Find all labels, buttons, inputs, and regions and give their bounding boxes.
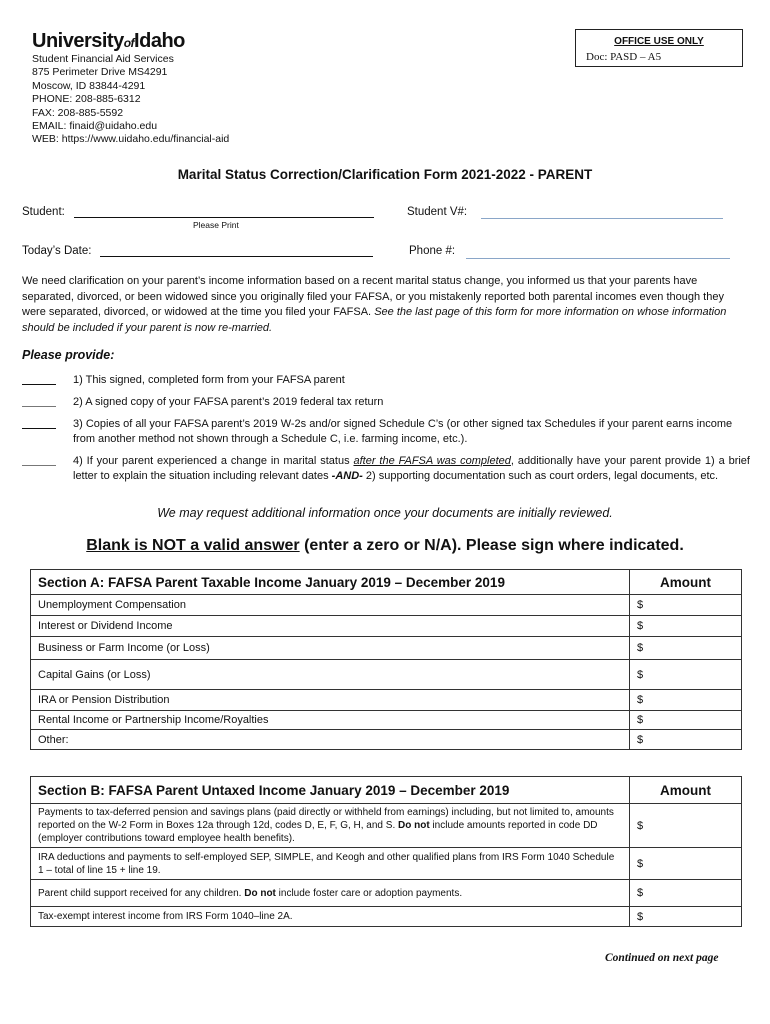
student-v-field[interactable] <box>481 218 723 219</box>
row-label <box>31 907 630 927</box>
amount-input[interactable]: $ <box>630 848 742 880</box>
row-label <box>31 848 630 880</box>
todays-date-field[interactable] <box>100 256 373 257</box>
amount-input[interactable]: $ <box>630 804 742 848</box>
section-b-table <box>30 776 742 927</box>
amount-input[interactable]: $ <box>630 907 742 927</box>
blank-answer-note <box>0 537 770 555</box>
logo-text-of: of <box>123 36 135 50</box>
row-label-bold: Do not <box>244 887 276 899</box>
address-web: WEB: https://www.uidaho.edu/financial-aid <box>32 133 230 146</box>
table-row <box>31 880 742 907</box>
todays-date-label: Today’s Date: <box>22 245 92 257</box>
table-row <box>31 848 742 880</box>
provide-item-3 <box>22 417 750 449</box>
row-label-text: Payments to tax-deferred pension and savings plans (paid directly or withheld from earnings) including, but not limited to, amounts reported on the W-2 Form in Boxes 12a through 12d, codes D, E, F, G, H, and S. <box>38 807 614 831</box>
amount-input[interactable]: $ <box>630 616 742 637</box>
university-logo <box>32 30 185 53</box>
provide-item-text: 3) Copies of all your FAFSA parent’s 2019 W-2s and/or signed Schedule C’s (or other signed tax Schedules if your parent earns income from another method not shown through a Schedule C, i.e. farming income, etc.). <box>73 418 733 445</box>
address-fax: FAX: 208-885-5592 <box>32 106 124 119</box>
phone-field[interactable] <box>466 258 730 259</box>
provide-item-4-and: -AND- <box>331 470 363 482</box>
table-row <box>31 730 742 750</box>
please-provide-heading: Please provide: <box>22 348 115 362</box>
table-row <box>31 595 742 616</box>
office-use-box <box>575 29 743 67</box>
row-label: Rental Income or Partnership Income/Royalties <box>31 711 630 730</box>
office-use-title: OFFICE USE ONLY <box>614 36 704 47</box>
provide-item-text: 1) This signed, completed form from your FAFSA parent <box>73 374 345 386</box>
checkbox-line[interactable] <box>22 465 56 466</box>
provide-item-text: 2) A signed copy of your FAFSA parent’s 2019 federal tax return <box>73 396 384 408</box>
checkbox-line[interactable] <box>22 428 56 429</box>
address-phone: PHONE: 208-885-6312 <box>32 93 141 106</box>
intro-italic-note: See the last page of this form for more information on whose information should be included if your parent is now re-married. <box>22 306 727 334</box>
address-line: Moscow, ID 83844-4291 <box>32 79 146 92</box>
row-label: Interest or Dividend Income <box>31 616 630 637</box>
row-label-text: Tax-exempt interest income from IRS Form 1040–line 2A. <box>38 911 293 922</box>
student-name-field[interactable] <box>74 217 374 218</box>
amount-input[interactable]: $ <box>630 880 742 907</box>
row-label: IRA or Pension Distribution <box>31 690 630 711</box>
provide-item-4-underlined: after the FAFSA was completed <box>353 455 511 467</box>
request-note: We may request additional information once your documents are initially reviewed. <box>157 506 613 520</box>
row-label-text: include foster care or adoption payments. <box>275 887 463 899</box>
table-row <box>31 616 742 637</box>
row-label: Unemployment Compensation <box>31 595 630 616</box>
office-address-block <box>32 53 229 147</box>
section-a-title: Section A: FAFSA Parent Taxable Income January 2019 – December 2019 <box>31 570 630 595</box>
table-row <box>31 804 742 848</box>
amount-input[interactable]: $ <box>630 730 742 750</box>
blank-note-rest: (enter a zero or N/A). Please sign where indicated. <box>299 537 684 554</box>
address-email: EMAIL: finaid@uidaho.edu <box>32 120 158 133</box>
row-label <box>31 880 630 907</box>
logo-text-university: University <box>32 30 124 52</box>
row-label: Other: <box>31 730 630 750</box>
row-label-text: include amounts reported in code DD (employer contributions toward employee health benefits). <box>38 820 598 844</box>
address-line: 875 Perimeter Drive MS4291 <box>32 66 168 79</box>
please-print-hint: Please Print <box>193 220 239 230</box>
table-row <box>31 711 742 730</box>
section-b-title: Section B: FAFSA Parent Untaxed Income January 2019 – December 2019 <box>31 777 630 804</box>
row-label <box>31 804 630 848</box>
student-label: Student: <box>22 206 65 218</box>
amount-input[interactable]: $ <box>630 660 742 690</box>
amount-input[interactable]: $ <box>630 690 742 711</box>
row-label: Business or Farm Income (or Loss) <box>31 637 630 660</box>
table-row <box>31 690 742 711</box>
provide-item-1 <box>22 373 750 389</box>
amount-input[interactable]: $ <box>630 637 742 660</box>
intro-text: We need clarification on your parent’s income information based on a recent marital status change, you informed us that your parents have separated, divorced, or been widowed since you originally filed your FAFSA, or you mistakenly reported both parental incomes even though they were separated, divorced, or widowed at the time you filed your FAFSA. <box>22 275 724 318</box>
office-use-doc-code: Doc: PASD – A5 <box>586 51 662 63</box>
provide-item-text <box>73 454 750 484</box>
row-label-bold: Do not <box>398 820 430 831</box>
provide-item-4-text-a: 4) If your parent experienced a change in marital status <box>73 455 354 467</box>
section-a-amount-header: Amount <box>630 570 742 595</box>
intro-paragraph <box>22 274 750 336</box>
phone-label: Phone #: <box>409 245 456 257</box>
section-a-table <box>30 569 742 750</box>
section-b-amount-header: Amount <box>630 777 742 804</box>
table-row <box>31 660 742 690</box>
provide-item-4-text-c: 2) supporting documentation such as court orders, legal documents, etc. <box>362 470 719 482</box>
provide-item-4-text-b: , additionally have your parent provide 1) a brief letter to explain the situation including relevant dates <box>73 455 750 482</box>
logo-text-idaho: Idaho <box>134 30 185 52</box>
blank-note-underlined: Blank is NOT a valid answer <box>86 537 300 554</box>
row-label: Capital Gains (or Loss) <box>31 660 630 690</box>
checkbox-line[interactable] <box>22 384 56 385</box>
row-label-text: IRA deductions and payments to self-employed SEP, SIMPLE, and Keogh and other qualified plans from IRS Form 1040 Schedule 1 – total of line 15 + line 19. <box>38 851 615 876</box>
checkbox-line[interactable] <box>22 406 56 407</box>
section-b-header <box>31 777 742 804</box>
table-row <box>31 637 742 660</box>
student-v-label: Student V#: <box>407 206 468 218</box>
section-a-header <box>31 570 742 595</box>
table-row <box>31 907 742 927</box>
address-line: Student Financial Aid Services <box>32 53 174 65</box>
row-label-text: Parent child support received for any children. <box>38 887 245 899</box>
continued-note: Continued on next page <box>605 952 719 964</box>
form-title: Marital Status Correction/Clarification Form 2021-2022 - PARENT <box>177 167 593 182</box>
amount-input[interactable]: $ <box>630 711 742 730</box>
provide-item-4 <box>22 454 750 500</box>
amount-input[interactable]: $ <box>630 595 742 616</box>
provide-item-2 <box>22 395 750 411</box>
